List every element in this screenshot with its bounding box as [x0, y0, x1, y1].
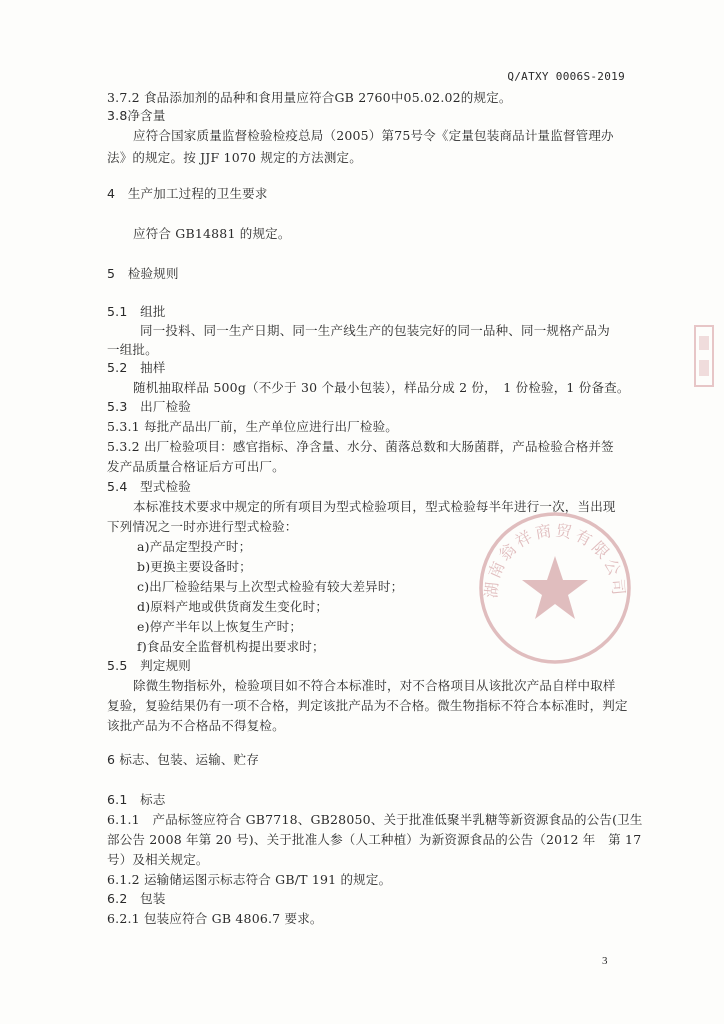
heading-5-3-factory-inspection: 5.3 出厂检验 — [107, 399, 191, 414]
list-item: f)食品安全监督机构提出要求时； — [137, 639, 325, 654]
seal-text: 湖南翁祥商贸有限公司 — [481, 520, 629, 599]
company-seal — [475, 508, 635, 668]
body-text: 下列情况之一时亦进行型式检验： — [107, 519, 298, 534]
heading-5-2-sampling: 5.2 抽样 — [107, 360, 166, 375]
edge-seal-fragment — [692, 322, 716, 390]
heading-5-inspection-rules: 5 检验规则 — [107, 266, 179, 281]
heading-6-marking-packaging: 6 标志、包装、运输、贮存 — [107, 752, 260, 767]
clause-6-1-1: 6.1.1 产品标签应符合 GB7718、GB28050、关于批准低聚半乳糖等新资源食品的公告(卫生 — [107, 812, 643, 827]
body-text: 同一投料、同一生产日期、同一生产线生产的包装完好的同一品种、同一规格产品为 — [140, 323, 610, 338]
body-text: 部公告 2008 年第 20 号)、关于批准人参（人工种植）为新资源食品的公告（2012 年 第 17 — [107, 832, 642, 847]
heading-5-4-type-inspection: 5.4 型式检验 — [107, 479, 191, 494]
heading-5-5-judgment-rules: 5.5 判定规则 — [107, 658, 191, 673]
list-item: d)原料产地或供货商发生变化时； — [137, 599, 329, 614]
body-text: 该批产品为不合格品不得复检。 — [107, 718, 285, 733]
body-text: 法》的规定。按 JJF 1070 规定的方法测定。 — [107, 150, 362, 165]
heading-6-2-packaging: 6.2 包装 — [107, 891, 166, 906]
body-text: 号）及相关规定。 — [107, 852, 209, 867]
body-text: 除微生物指标外，检验项目如不符合本标准时，对不合格项目从该批次产品自样中取样 — [133, 678, 616, 693]
body-text: 复验，复验结果仍有一项不合格，判定该批产品为不合格。微生物指标不符合本标准时，判定 — [107, 698, 628, 713]
clause-6-1-2: 6.1.2 运输储运图示标志符合 GB/T 191 的规定。 — [107, 872, 392, 887]
heading-3-8-net-content: 3.8净含量 — [107, 108, 166, 123]
body-text: 一组批。 — [107, 342, 158, 357]
heading-4-hygiene: 4 生产加工过程的卫生要求 — [107, 186, 268, 201]
list-item: e)停产半年以上恢复生产时； — [137, 619, 303, 634]
clause-3-7-2: 3.7.2 食品添加剂的品种和食用量应符合GB 2760中05.02.02的规定。 — [107, 90, 512, 105]
clause-6-2-1: 6.2.1 包装应符合 GB 4806.7 要求。 — [107, 911, 323, 926]
heading-6-1-marking: 6.1 标志 — [107, 792, 166, 807]
body-text: 发产品质量合格证后方可出厂。 — [107, 459, 285, 474]
body-text: 应符合 GB14881 的规定。 — [133, 226, 291, 241]
body-text: 随机抽取样品 500g（不少于 30 个最小包装），样品分成 2 份， 1 份检验，1 份备查。 — [133, 380, 630, 395]
document-code: Q/ATXY 0006S-2019 — [507, 70, 625, 83]
seal-star-icon — [522, 556, 588, 619]
body-text: 应符合国家质量监督检验检疫总局（2005）第75号令《定量包装商品计量监督管理办 — [133, 128, 614, 143]
body-text: 本标准技术要求中规定的所有项目为型式检验项目，型式检验每半年进行一次，当出现 — [133, 499, 616, 514]
list-item: b)更换主要设备时； — [137, 559, 252, 574]
list-item: c)出厂检验结果与上次型式检验有较大差异时； — [137, 579, 404, 594]
heading-5-1-batch: 5.1 组批 — [107, 304, 166, 319]
clause-5-3-2: 5.3.2 出厂检验项目：感官指标、净含量、水分、菌落总数和大肠菌群，产品检验合格并签 — [107, 439, 614, 454]
page-number: 3 — [602, 955, 608, 967]
clause-5-3-1: 5.3.1 每批产品出厂前，生产单位应进行出厂检验。 — [107, 419, 398, 434]
list-item: a)产品定型投产时； — [137, 539, 252, 554]
